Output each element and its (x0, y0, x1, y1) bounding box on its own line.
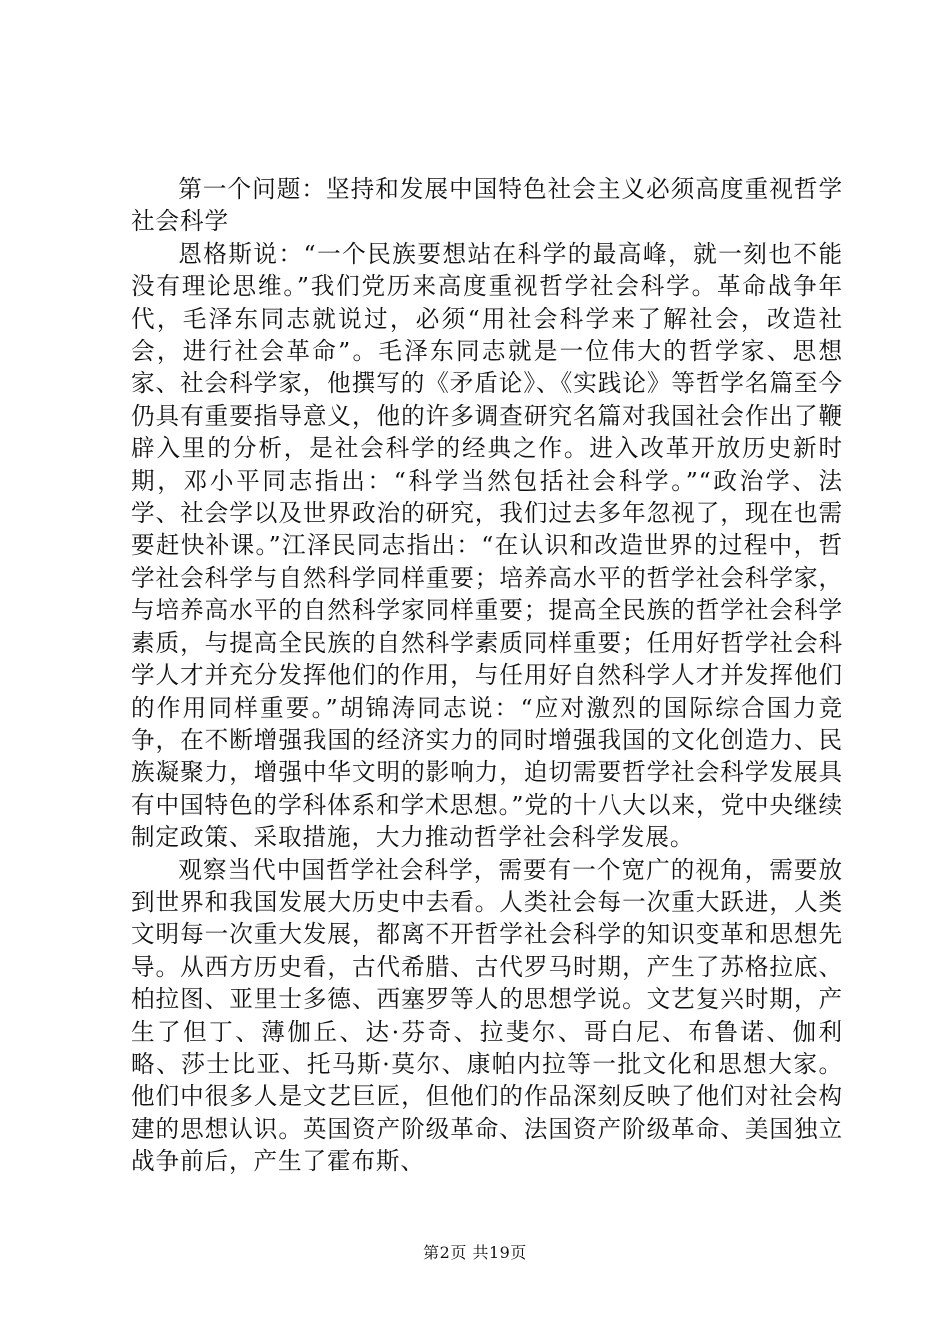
page-number-label: 第2页 共19页 (423, 1243, 527, 1262)
body-paragraph: 观察当代中国哲学社会科学，需要有一个宽广的视角，需要放到世界和我国发展大历史中去看。人类社会每一次重大跃进，人类文明每一次重大发展，都离不开哲学社会科学的知识变革和思想先导。从西方历史看，古代希腊、古代罗马时期，产生了苏格拉底、柏拉图、亚里士多德、西塞罗等人的思想学说。文艺复兴时期，产生了但丁、薄伽丘、达·芬奇、拉斐尔、哥白尼、布鲁诺、伽利略、莎士比亚、托马斯·莫尔、康帕内拉等一批文化和思想大家。他们中很多人是文艺巨匠，但他们的作品深刻反映了他们对社会构建的思想认识。英国资产阶级革命、法国资产阶级革命、美国独立战争前后，产生了霍布斯、 (131, 855, 843, 1176)
page-footer (0, 1243, 950, 1263)
body-paragraph: 恩格斯说：“一个民族要想站在科学的最高峰，就一刻也不能没有理论思维。”我们党历来高度重视哲学社会科学。革命战争年代，毛泽东同志就说过，必须“用社会科学来了解社会，改造社会，进行社会革命”。毛泽东同志就是一位伟大的哲学家、思想家、社会科学家，他撰写的《矛盾论》、《实践论》等哲学名篇至今仍具有重要指导意义，他的许多调查研究名篇对我国社会作出了鞭辟入里的分析，是社会科学的经典之作。进入改革开放历史新时期，邓小平同志指出：“科学当然包括社会科学。”“政治学、法学、社会学以及世界政治的研究，我们过去多年忽视了，现在也需要赶快补课。”江泽民同志指出：“在认识和改造世界的过程中，哲学社会科学与自然科学同样重要；培养高水平的哲学社会科学家，与培养高水平的自然科学家同样重要；提高全民族的哲学社会科学素质，与提高全民族的自然科学素质同样重要；任用好哲学社会科学人才并充分发挥他们的作用，与任用好自然科学人才并发挥他们的作用同样重要。”胡锦涛同志说：“应对激烈的国际综合国力竞争，在不断增强我国的经济实力的同时增强我国的文化创造力、民族凝聚力，增强中华文明的影响力，迫切需要哲学社会科学发展具有中国特色的学科体系和学术思想。”党的十八大以来，党中央继续制定政策、采取措施，大力推动哲学社会科学发展。 (131, 239, 843, 852)
document-body (131, 173, 843, 1178)
section-heading: 第一个问题：坚持和发展中国特色社会主义必须高度重视哲学社会科学 (131, 175, 843, 236)
